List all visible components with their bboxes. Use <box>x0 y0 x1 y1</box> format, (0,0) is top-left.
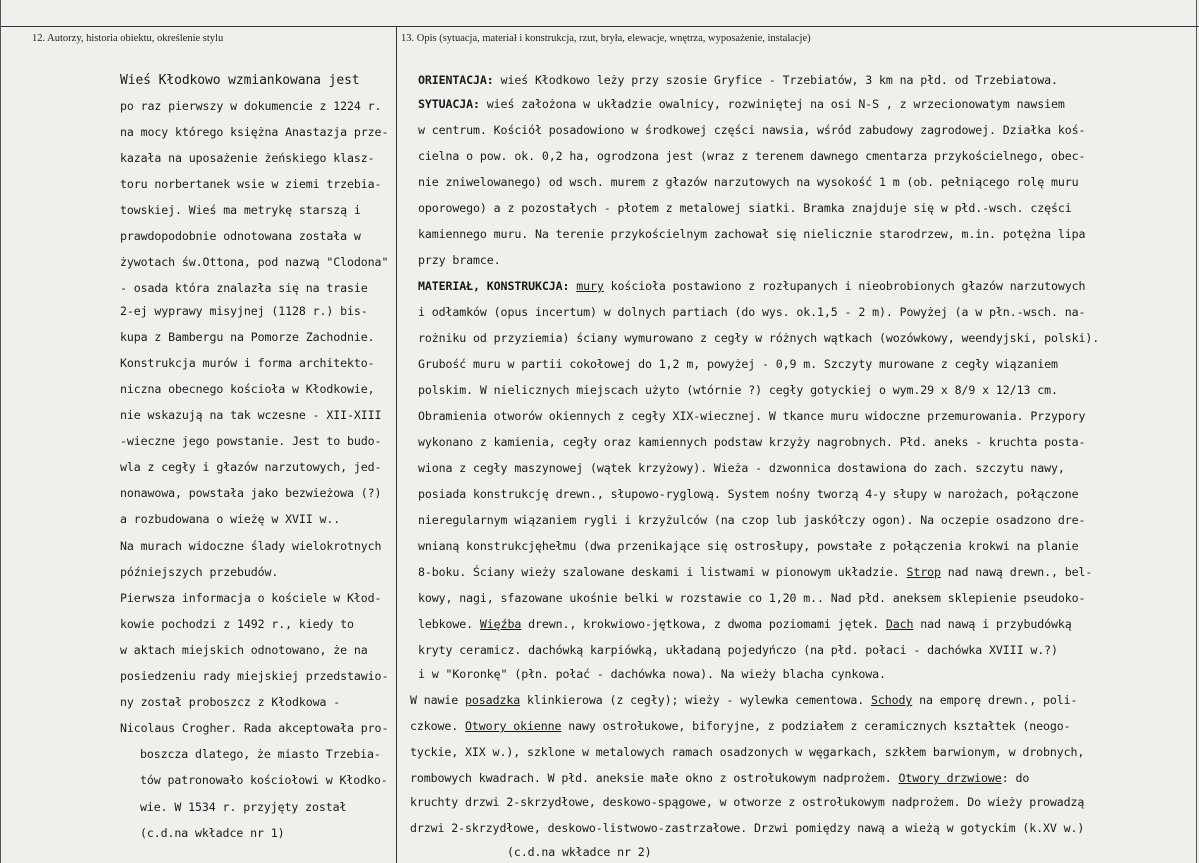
history-line: boszcza dlatego, że miasto Trzebia- <box>140 747 381 761</box>
description-line: tyckie, XIX w.), szklone w metalowych ramach osadzonych w węgarkach, szkłem barwionym, w drobnych, <box>410 745 1085 759</box>
description-line: kryty ceramicz. dachówką karpiówką, układaną pojedyńczo (na płd. połaci - dachówka XVIII w.?) <box>418 643 1058 657</box>
description-line: MATERIAŁ, KONSTRUKCJA: mury kościoła postawiono z rozłupanych i nieobrobionych głazów narzutowych <box>418 279 1086 293</box>
description-line: wnianą konstrukcjęhełmu (dwa przenikające się ostrosłupy, powstałe z połączenia krokwi na planie <box>418 539 1079 553</box>
history-line: prawdopodobnie odnotowana została w <box>120 229 361 243</box>
description-line: oporowego) a z pozostałych - płotem z metalowej siatki. Bramka znajduje się w płd.-wsch. części <box>418 201 1072 215</box>
description-line: SYTUACJA: wieś założona w układzie owalnicy, rozwiniętej na osi N-S , z wrzecionowatym nawsiem <box>418 97 1065 111</box>
history-line: nonawowa, powstała jako bezwieżowa (?) <box>120 486 382 500</box>
description-line: drzwi 2-skrzydłowe, deskowo-listwowo-zastrzałowe. Drzwi pomiędzy nawą a wieżą w gotyckim (k.XV w.) <box>410 821 1085 835</box>
history-line: Pierwsza informacja o kościele w Kłod- <box>120 591 382 605</box>
continued-note-2: (c.d.na wkładce nr 2) <box>507 845 652 859</box>
description-line: polskim. W nielicznych miejscach użyto (wtórnie ?) cegły gotyckiej o wym.29 x 8/9 x 12/13 cm. <box>418 383 1058 397</box>
history-line: wla z cegły i głazów narzutowych, jed- <box>120 460 382 474</box>
right-rule <box>1196 0 1197 863</box>
history-line: kazała na uposażenie żeńskiego klasz- <box>120 151 375 165</box>
description-line: wiona z cegły maszynowej (wątek krzyżowy). Wieża - dzwonnica dostawiona do zach. szczytu nawy, <box>418 461 1065 475</box>
description-line: rombowych kwadrach. W płd. aneksie małe okno z ostrołukowym nadprożem. Otwory drzwiowe: do <box>410 771 1030 785</box>
section-12-header: 12. Autorzy, historia obiektu, określenie stylu <box>32 33 224 44</box>
history-line: kowie pochodzi z 1492 r., kiedy to <box>120 617 354 631</box>
description-line: w centrum. Kościół posadowiono w środkowej części nawsia, wśród zabudowy zagrodowej. Działka koś- <box>418 123 1086 137</box>
history-line: wie. W 1534 r. przyjęty został <box>140 800 347 814</box>
history-line: w aktach miejskich odnotowano, że na <box>120 643 368 657</box>
history-line: -wieczne jego powstanie. Jest to budo- <box>120 434 382 448</box>
history-line: żywotach św.Ottona, pod nazwą "Clodona" <box>120 255 389 269</box>
history-line: tów patronowało kościołowi w Kłodko- <box>140 773 388 787</box>
history-line: Wieś Kłodkowo wzmiankowana jest <box>120 73 360 88</box>
orientation-label: ORIENTACJA: <box>418 73 494 87</box>
description-line: i odłamków (opus incertum) w dolnych partiach (do wys. ok.1,5 - 2 m). Powyżej (a w płn.-wsch. na- <box>418 305 1086 319</box>
description-line: Grubość muru w partii cokołowej do 1,2 m, powyżej - 0,9 m. Szczyty murowane z cegły wiązaniem <box>418 357 1058 371</box>
situation-label: SYTUACJA: <box>418 97 480 111</box>
section-13-header: 13. Opis (sytuacja, materiał i konstrukcja, rzut, bryła, elewacje, wnętrza, wyposażenie, instalacje) <box>401 33 811 44</box>
description-line: i w "Koronkę" (płn. połać - dachówka nowa). Na wieży blacha cynkowa. <box>418 667 886 681</box>
description-line: lebkowe. Więźba drewn., krokwiowo-jętkowa, z dwoma poziomami jętek. Dach nad nawą i przybudówką <box>418 617 1072 631</box>
description-line: przy bramce. <box>418 253 501 267</box>
history-line: posiedzeniu rady miejskiej przedstawio- <box>120 669 389 683</box>
description-line: kowy, nagi, sfazowane ukośnie belki w rozstawie co 1,20 m.. Nad płd. aneksem sklepienie pseudoko- <box>418 591 1086 605</box>
continued-note-1: (c.d.na wkładce nr 1) <box>140 826 285 840</box>
description-line: czkowe. Otwory okienne nawy ostrołukowe, biforyjne, z podziałem z ceramicznych kształtek (neogo- <box>410 719 1071 733</box>
history-line: Nicolaus Crogher. Rada akceptowała pro- <box>120 721 389 735</box>
description-line: posiada konstrukcję drewn., słupowo-ryglową. System nośny tworzą 4-y słupy w narożach, połączone <box>418 487 1079 501</box>
history-line: towskiej. Wieś ma metrykę starszą i <box>120 203 361 217</box>
history-line: - osada która znalazła się na trasie <box>120 281 368 295</box>
description-line: cielna o pow. ok. 0,2 ha, ogrodzona jest (wraz z terenem dawnego cmentarza przykościelnego, obec- <box>418 149 1086 163</box>
history-line: Konstrukcja murów i forma architekto- <box>120 356 375 370</box>
left-rule <box>0 0 1 863</box>
history-line: po raz pierwszy w dokumencie z 1224 r. <box>120 99 382 113</box>
description-line: kamiennego muru. Na terenie przykościelnym zachował się nielicznie starodrzew, m.in. potężna lipa <box>418 227 1086 241</box>
history-line: nie wskazują na tak wczesne - XII-XIII <box>120 408 382 422</box>
description-line: ORIENTACJA: wieś Kłodkowo leży przy szosie Gryfice - Trzebiatów, 3 km na płd. od Trzebiatowa. <box>418 73 1058 87</box>
description-line: nieregularnym wiązaniem rygli i krzyżulców (na czop lub jaskółczy ogon). Na oczepie osadzono dre- <box>418 513 1086 527</box>
description-line: Obramienia otworów okiennych z cegły XIX-wiecznej. W tkance muru widoczne przemurowania. Przypory <box>418 409 1086 423</box>
description-line: W nawie posadzka klinkierowa (z cegły); wieży - wylewka cementowa. Schody na emporę drewn., poli- <box>410 693 1078 707</box>
history-line: 2-ej wyprawy misyjnej (1128 r.) bis- <box>120 304 368 318</box>
material-label: MATERIAŁ, KONSTRUKCJA: <box>418 279 570 293</box>
description-line: wykonano z kamienia, cegły oraz kamiennych podstaw krzyży nagrobnych. Płd. aneks - kruchta posta- <box>418 435 1086 449</box>
history-line: Na murach widoczne ślady wielokrotnych <box>120 539 382 553</box>
history-line: a rozbudowana o wieżę w XVII w.. <box>120 512 341 526</box>
history-line: toru norbertanek wsie w ziemi trzebia- <box>120 177 382 191</box>
history-line: niczna obecnego kościoła w Kłodkowie, <box>120 382 375 396</box>
description-line: 8-boku. Ściany wieży szalowane deskami i listwami w pionowym układzie. Strop nad nawą drewn., bel- <box>418 565 1093 579</box>
top-rule <box>0 26 1199 27</box>
history-line: na mocy którego księżna Anastazja prze- <box>120 125 389 139</box>
column-divider <box>396 26 397 863</box>
history-line: późniejszych przebudów. <box>120 565 279 579</box>
description-line: kruchty drzwi 2-skrzydłowe, deskowo-spągowe, w otworze z ostrołukowym nadprożem. Do wieży prowadzą <box>410 795 1085 809</box>
description-line: rożniku od przyziemia) ściany wymurowano z cegły w różnych wątkach (wozówkowy, weendyjski, polski). <box>418 331 1100 345</box>
history-line: kupa z Bambergu na Pomorze Zachodnie. <box>120 330 375 344</box>
description-line: nie zniwelowanego) od wsch. murem z głazów narzutowych na wysokość 1 m (ob. pełniącego rolę muru <box>418 175 1079 189</box>
history-line: ny został proboszcz z Kłodkowa - <box>120 695 341 709</box>
